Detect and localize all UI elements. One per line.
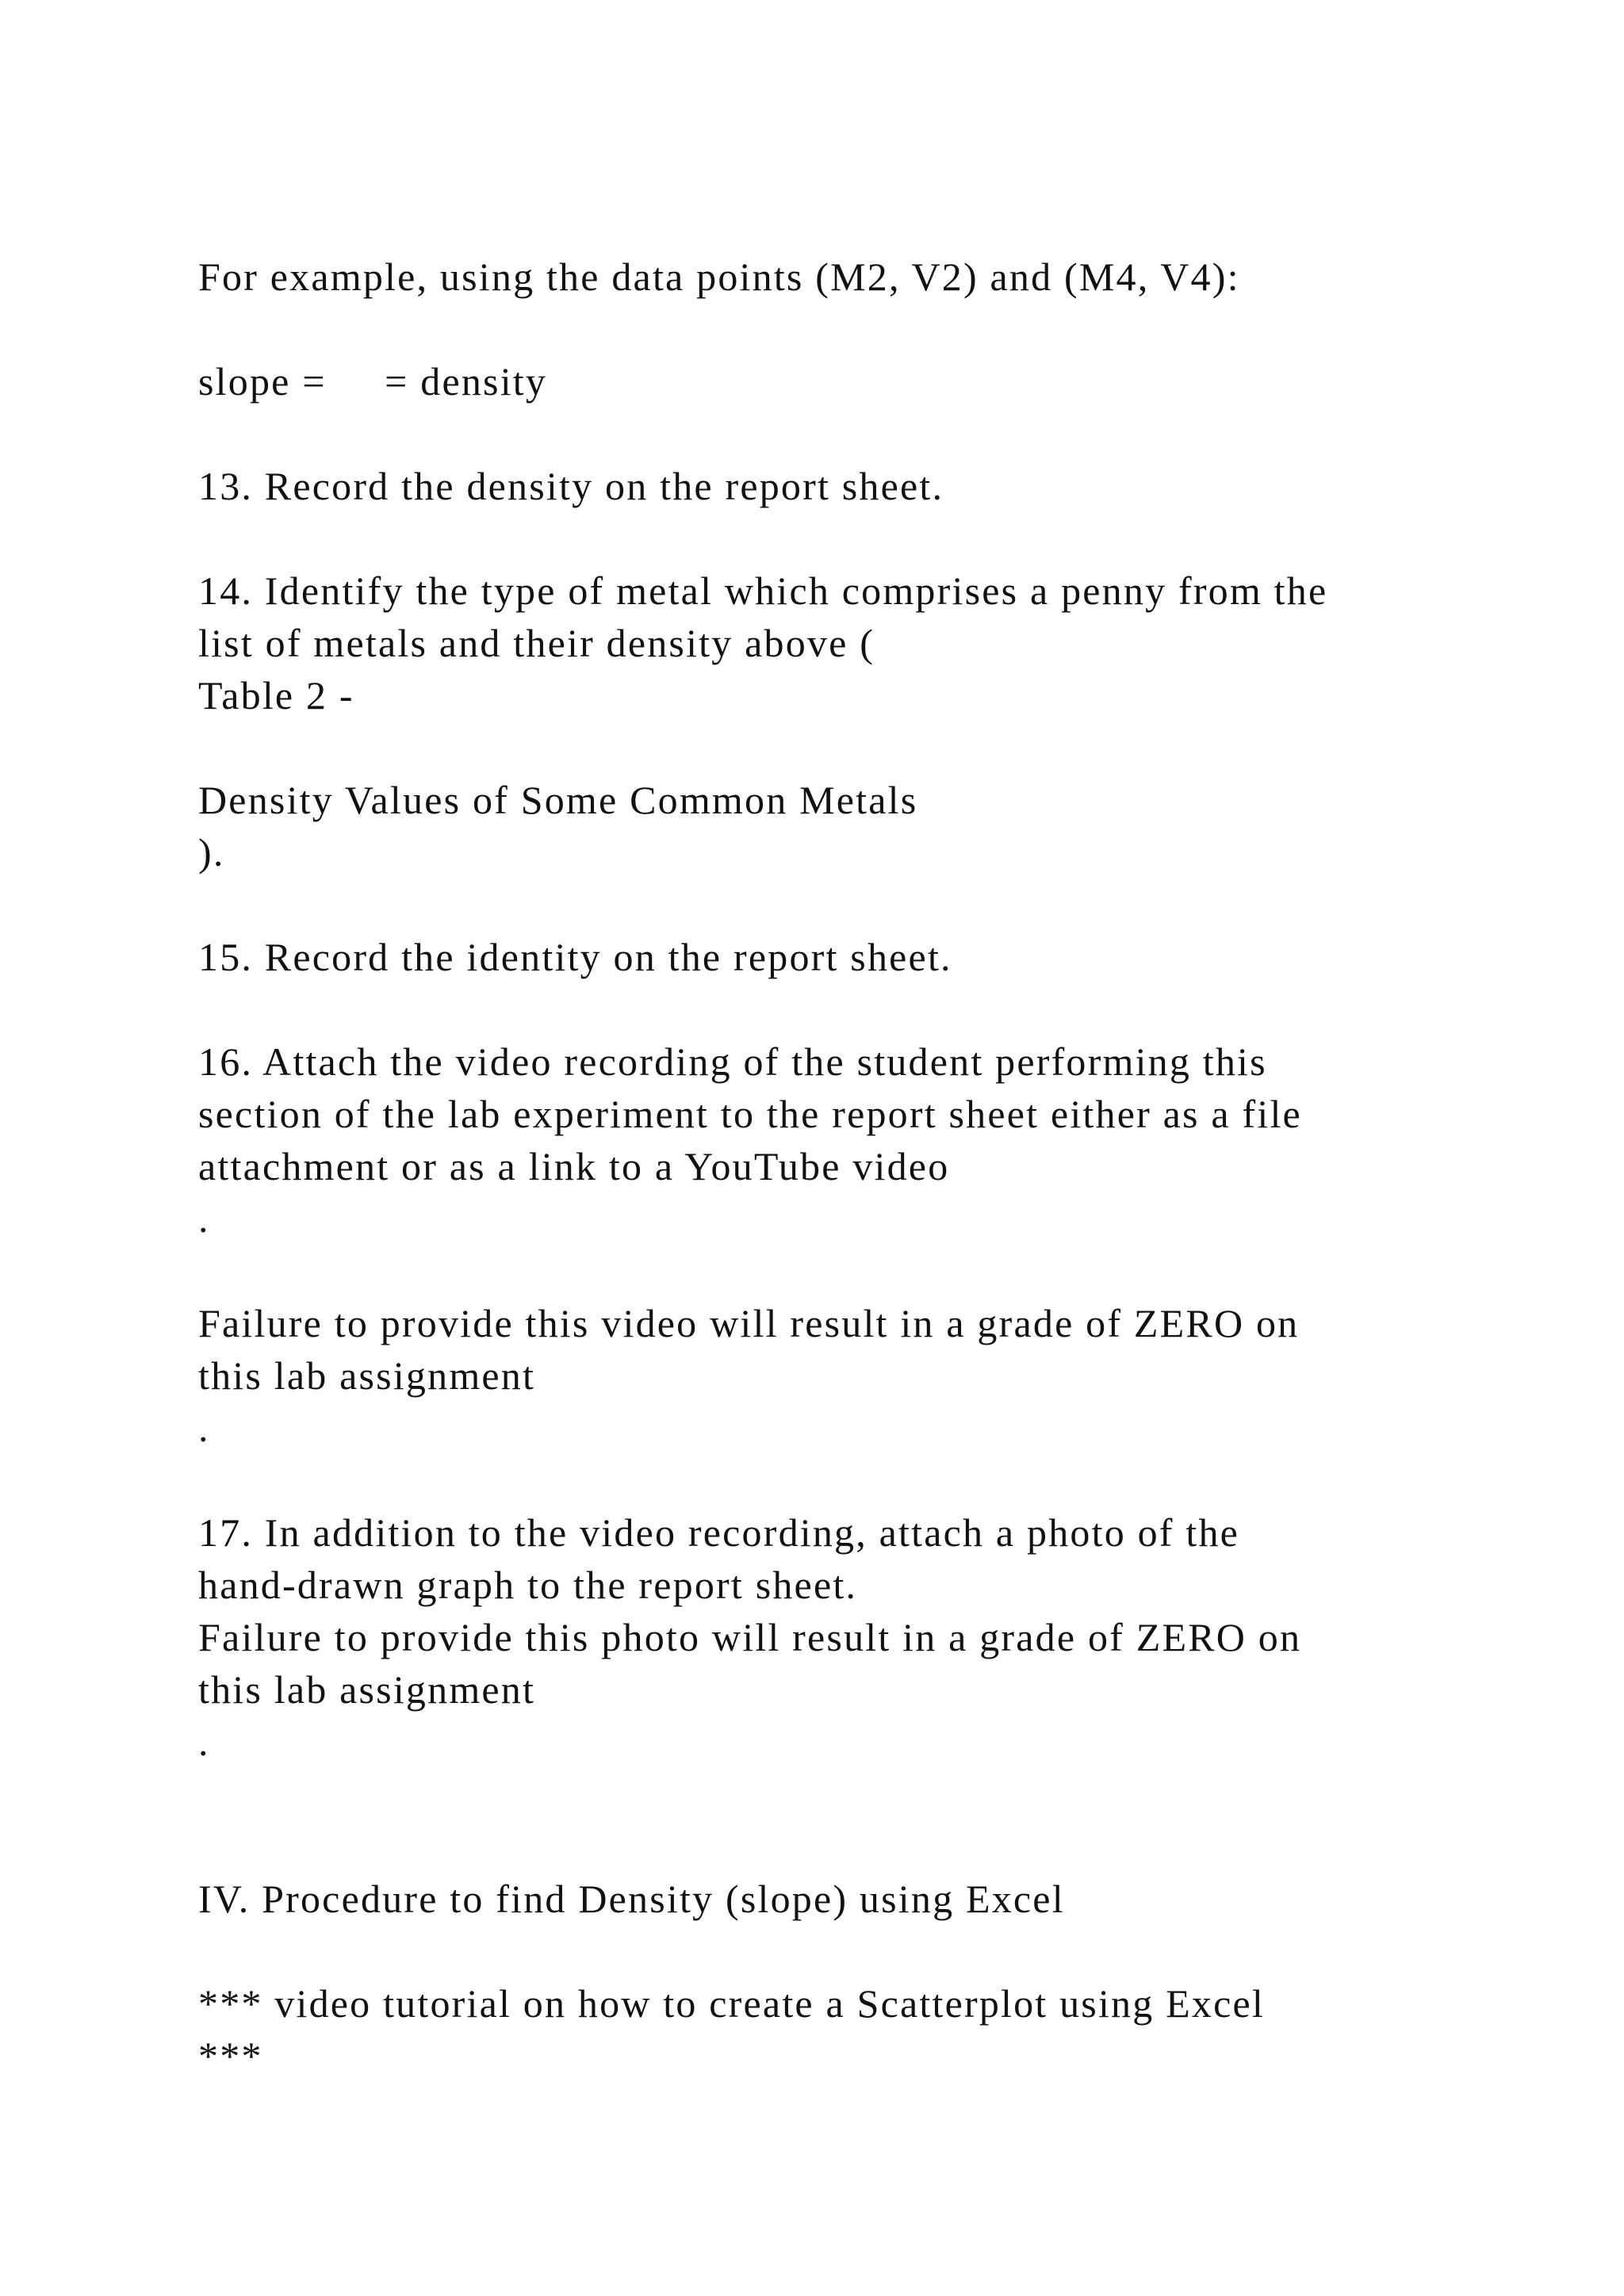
step-14-line: 14. Identify the type of metal which comprises a penny from the — [198, 568, 1328, 613]
table-reference-line: Table 2 - — [198, 673, 354, 718]
text-line: section of the lab experiment to the report sheet either as a file — [198, 1092, 1302, 1136]
text-line: For example, using the data points (M2, V2) and (M4, V4): — [198, 254, 1240, 299]
period-line: . — [198, 1720, 210, 1764]
text-line: *** — [198, 2034, 263, 2078]
step-15-line: 15. Record the identity on the report sheet. — [198, 935, 952, 979]
video-tutorial-line: *** video tutorial on how to create a Scatterplot using Excel — [198, 1981, 1265, 2026]
warning-photo-line: Failure to provide this photo will result in a grade of ZERO on — [198, 1615, 1302, 1659]
warning-video-line: Failure to provide this video will result in a grade of ZERO on — [198, 1301, 1300, 1345]
step-17-line: 17. In addition to the video recording, attach a photo of the — [198, 1510, 1240, 1555]
table-title-line: Density Values of Some Common Metals — [198, 778, 918, 822]
section-heading: IV. Procedure to find Density (slope) using Excel — [198, 1877, 1065, 1921]
text-line: this lab assignment — [198, 1353, 536, 1398]
text-line: hand-drawn graph to the report sheet. — [198, 1563, 858, 1607]
text-line: list of metals and their density above ( — [198, 621, 875, 665]
step-13-line: 13. Record the density on the report sheet. — [198, 464, 944, 508]
text-line: attachment or as a link to a YouTube video — [198, 1144, 950, 1188]
period-line: . — [198, 1406, 210, 1450]
text-line: this lab assignment — [198, 1667, 536, 1712]
step-16-line: 16. Attach the video recording of the student performing this — [198, 1039, 1267, 1084]
period-line: . — [198, 1196, 210, 1241]
slope-formula-line: slope = = density — [198, 359, 548, 404]
text-line: ). — [198, 830, 225, 874]
